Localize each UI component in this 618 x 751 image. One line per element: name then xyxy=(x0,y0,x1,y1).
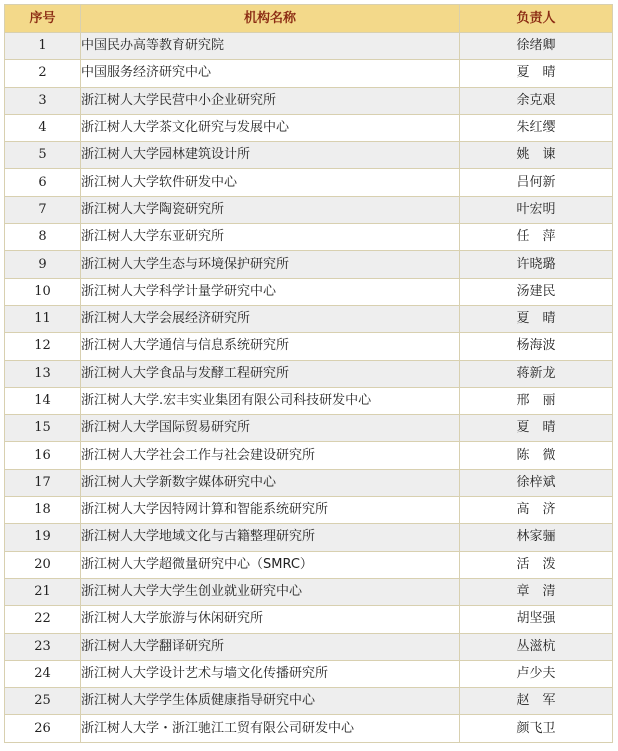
row-institution-name: 浙江树人大学翻译研究所 xyxy=(81,633,460,660)
row-index: 19 xyxy=(5,524,81,551)
table-row xyxy=(5,278,613,305)
row-leader: 卢少夫 xyxy=(460,660,613,687)
row-leader: 任 萍 xyxy=(460,224,613,251)
row-institution-name: 浙江树人大学国际贸易研究所 xyxy=(81,415,460,442)
row-leader: 章 清 xyxy=(460,578,613,605)
row-institution-name: 浙江树人大学.宏丰实业集团有限公司科技研发中心 xyxy=(81,387,460,414)
row-index: 12 xyxy=(5,333,81,360)
row-leader: 陈 微 xyxy=(460,442,613,469)
table-row xyxy=(5,360,613,387)
institutions-table xyxy=(4,4,613,743)
row-index: 2 xyxy=(5,60,81,87)
row-leader: 邢 丽 xyxy=(460,387,613,414)
row-index: 21 xyxy=(5,578,81,605)
row-institution-name: 浙江树人大学科学计量学研究中心 xyxy=(81,278,460,305)
row-index: 10 xyxy=(5,278,81,305)
row-institution-name: 浙江树人大学东亚研究所 xyxy=(81,224,460,251)
row-index: 20 xyxy=(5,551,81,578)
row-leader: 夏 晴 xyxy=(460,305,613,332)
row-leader: 许晓璐 xyxy=(460,251,613,278)
table-row xyxy=(5,196,613,223)
row-leader: 叶宏明 xyxy=(460,196,613,223)
row-index: 5 xyxy=(5,142,81,169)
table-row xyxy=(5,387,613,414)
row-institution-name: 浙江树人大学因特网计算和智能系统研究所 xyxy=(81,497,460,524)
row-index: 6 xyxy=(5,169,81,196)
table-row xyxy=(5,142,613,169)
row-index: 4 xyxy=(5,114,81,141)
row-index: 13 xyxy=(5,360,81,387)
row-leader: 朱红缨 xyxy=(460,114,613,141)
row-index: 8 xyxy=(5,224,81,251)
table-row xyxy=(5,87,613,114)
header-leader: 负责人 xyxy=(460,5,613,33)
row-index: 14 xyxy=(5,387,81,414)
row-index: 26 xyxy=(5,715,81,742)
row-institution-name: 浙江树人大学茶文化研究与发展中心 xyxy=(81,114,460,141)
row-index: 25 xyxy=(5,688,81,715)
row-leader: 徐绪卿 xyxy=(460,33,613,60)
row-institution-name: 浙江树人大学园林建筑设计所 xyxy=(81,142,460,169)
row-institution-name: 中国服务经济研究中心 xyxy=(81,60,460,87)
row-institution-name: 浙江树人大学生态与环境保护研究所 xyxy=(81,251,460,278)
row-institution-name: 浙江树人大学旅游与休闲研究所 xyxy=(81,606,460,633)
row-index: 18 xyxy=(5,497,81,524)
row-leader: 徐梓斌 xyxy=(460,469,613,496)
row-institution-name: 浙江树人大学地域文化与古籍整理研究所 xyxy=(81,524,460,551)
row-institution-name: 浙江树人大学设计艺术与墙文化传播研究所 xyxy=(81,660,460,687)
table-row xyxy=(5,333,613,360)
row-leader: 夏 晴 xyxy=(460,415,613,442)
header-name: 机构名称 xyxy=(81,5,460,33)
row-leader: 活 泼 xyxy=(460,551,613,578)
row-index: 23 xyxy=(5,633,81,660)
table-row xyxy=(5,169,613,196)
table-row xyxy=(5,660,613,687)
row-leader: 汤建民 xyxy=(460,278,613,305)
row-institution-name: 浙江树人大学陶瓷研究所 xyxy=(81,196,460,223)
table-row xyxy=(5,606,613,633)
row-institution-name: 浙江树人大学软件研发中心 xyxy=(81,169,460,196)
row-index: 1 xyxy=(5,33,81,60)
table-row xyxy=(5,578,613,605)
table-row xyxy=(5,551,613,578)
row-leader: 颜飞卫 xyxy=(460,715,613,742)
row-index: 17 xyxy=(5,469,81,496)
table-row xyxy=(5,524,613,551)
row-index: 3 xyxy=(5,87,81,114)
table-row xyxy=(5,442,613,469)
table-row xyxy=(5,224,613,251)
table-row xyxy=(5,688,613,715)
table-row xyxy=(5,33,613,60)
row-institution-name: 浙江树人大学通信与信息系统研究所 xyxy=(81,333,460,360)
row-leader: 姚 谏 xyxy=(460,142,613,169)
row-institution-name: 浙江树人大学食品与发酵工程研究所 xyxy=(81,360,460,387)
row-leader: 余克艰 xyxy=(460,87,613,114)
row-index: 9 xyxy=(5,251,81,278)
table-row xyxy=(5,415,613,442)
row-institution-name: 浙江树人大学社会工作与社会建设研究所 xyxy=(81,442,460,469)
table-row xyxy=(5,633,613,660)
row-institution-name: 中国民办高等教育研究院 xyxy=(81,33,460,60)
row-leader: 夏 晴 xyxy=(460,60,613,87)
row-leader: 丛滋杭 xyxy=(460,633,613,660)
table-row xyxy=(5,60,613,87)
row-institution-name: 浙江树人大学会展经济研究所 xyxy=(81,305,460,332)
row-institution-name: 浙江树人大学・浙江驰江工贸有限公司研发中心 xyxy=(81,715,460,742)
table-row xyxy=(5,251,613,278)
table-body xyxy=(5,33,613,743)
row-institution-name: 浙江树人大学民营中小企业研究所 xyxy=(81,87,460,114)
row-leader: 高 济 xyxy=(460,497,613,524)
table-row xyxy=(5,497,613,524)
table-header xyxy=(5,5,613,33)
row-institution-name: 浙江树人大学大学生创业就业研究中心 xyxy=(81,578,460,605)
row-leader: 胡坚强 xyxy=(460,606,613,633)
header-row xyxy=(5,5,613,33)
row-institution-name: 浙江树人大学超微量研究中心（SMRC） xyxy=(81,551,460,578)
row-leader: 赵 军 xyxy=(460,688,613,715)
table-row xyxy=(5,305,613,332)
row-leader: 吕何新 xyxy=(460,169,613,196)
table-row xyxy=(5,715,613,742)
row-index: 22 xyxy=(5,606,81,633)
table-row xyxy=(5,114,613,141)
row-index: 7 xyxy=(5,196,81,223)
row-leader: 林家骊 xyxy=(460,524,613,551)
row-institution-name: 浙江树人大学学生体质健康指导研究中心 xyxy=(81,688,460,715)
row-index: 11 xyxy=(5,305,81,332)
header-index: 序号 xyxy=(5,5,81,33)
row-institution-name: 浙江树人大学新数字媒体研究中心 xyxy=(81,469,460,496)
row-leader: 杨海波 xyxy=(460,333,613,360)
row-leader: 蒋新龙 xyxy=(460,360,613,387)
row-index: 24 xyxy=(5,660,81,687)
row-index: 16 xyxy=(5,442,81,469)
table-row xyxy=(5,469,613,496)
row-index: 15 xyxy=(5,415,81,442)
